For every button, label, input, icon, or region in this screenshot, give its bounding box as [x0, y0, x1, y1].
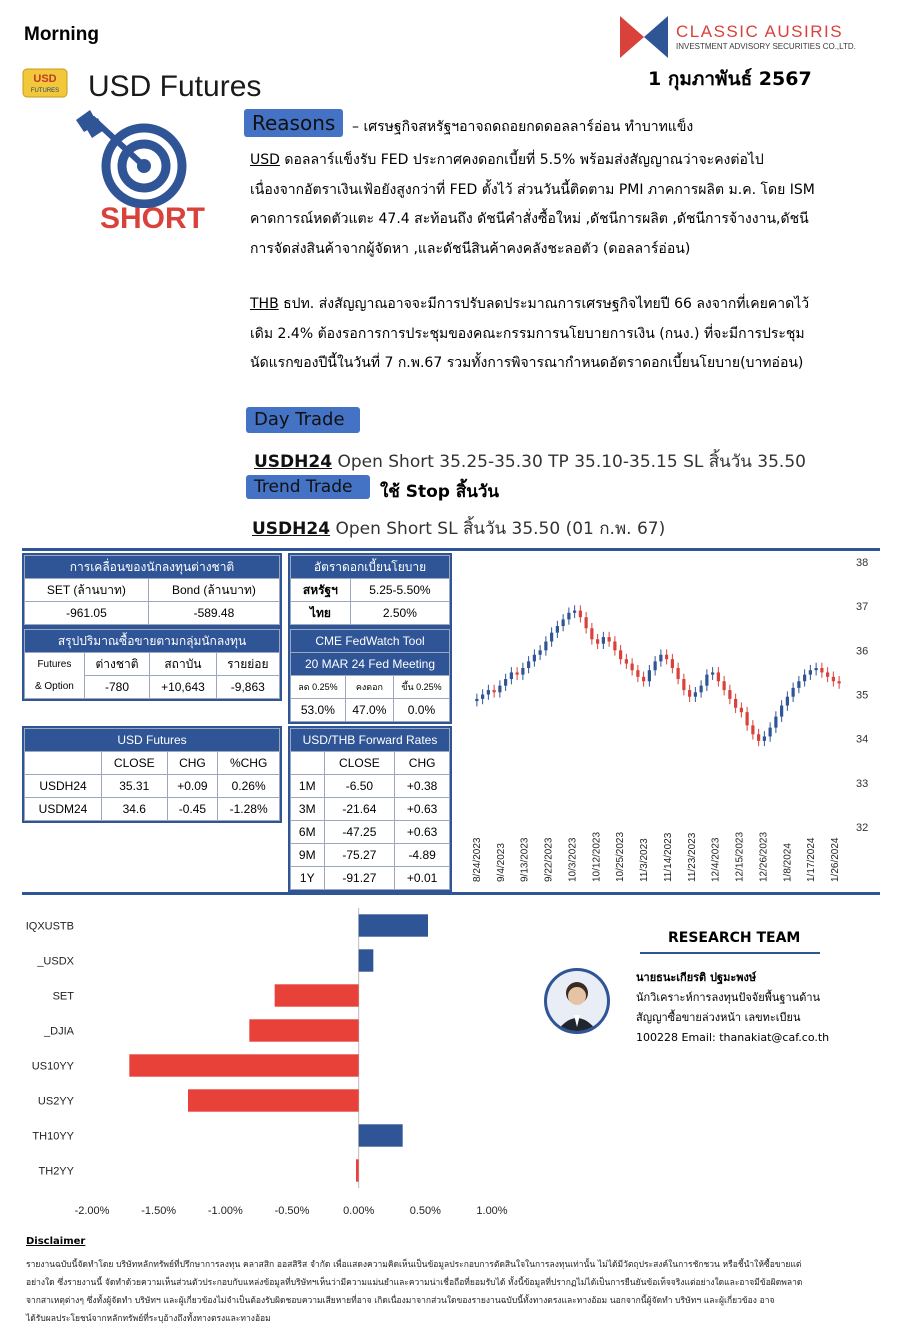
candle-body: [723, 681, 726, 690]
day-trade-tag: Day Trade: [246, 407, 360, 433]
category-label: IQXUSTB: [25, 920, 74, 933]
bar: [359, 1124, 403, 1146]
table-cell: -780: [84, 676, 149, 699]
table-title: สรุปปริมาณซื้อขายตามกลุ่มนักลงทุน: [25, 630, 280, 653]
bar: [275, 984, 359, 1006]
candle-body: [493, 690, 496, 692]
table-title: CME FedWatch Tool: [291, 630, 450, 653]
fedwatch-table: [288, 627, 452, 724]
analyst-name: นายธนะเกียรติ ปฐมะพงษ์: [636, 971, 757, 984]
table-cell: +0.01: [395, 867, 450, 890]
candle-body: [717, 672, 720, 681]
signal-label: SHORT: [100, 202, 205, 235]
table-header: [25, 752, 102, 775]
thb-code: THB: [250, 296, 279, 312]
disclaimer-line: รายงานฉบับนี้จัดทำโดย บริษัทหลักทรัพย์ที่ปรึกษาการลงทุน คลาสสิก ออสสิริส จำกัด เพื่อแสดงความคิดเห็นเป็นข้อมูลประกอบการตัดสินใจในการลงทุนเท่านั้น ไม่ได้มีวัตถุประสงค์ในการชักชวน หรือชี้นำให้ซื้อขายแต่: [26, 1260, 802, 1270]
table-header: สถาบัน: [150, 653, 216, 676]
candle-body: [625, 659, 628, 663]
table-cell: สหรัฐฯ: [291, 579, 351, 602]
trend-trade-text: [252, 515, 665, 542]
table-cell: ไทย: [291, 602, 351, 625]
candle-body: [809, 670, 812, 674]
candle-body: [751, 725, 754, 734]
x-tick-label: 11/14/2023: [662, 832, 674, 882]
candle-body: [608, 637, 611, 641]
candle-body: [510, 672, 513, 679]
table-cell: 1M: [291, 775, 325, 798]
table-cell: +10,643: [150, 676, 216, 699]
section-divider: [22, 548, 880, 551]
category-label: US2YY: [37, 1095, 74, 1108]
candle-body: [631, 664, 634, 671]
usd-paragraph: [250, 146, 900, 264]
candlestick-chart-svg: [470, 552, 880, 892]
candle-body: [585, 617, 588, 628]
table-subtitle: 20 MAR 24 Fed Meeting: [291, 653, 450, 676]
session-label: Morning: [24, 24, 99, 45]
table-cell: 5.25-5.50%: [350, 579, 449, 602]
day-trade-detail: Open Short 35.25-35.30 TP 35.10-35.15 SL สิ้นวัน 35.50: [332, 452, 806, 472]
reasons-tag: Reasons: [244, 109, 343, 137]
candle-body: [803, 675, 806, 682]
x-tick-label: 12/26/2023: [758, 831, 770, 882]
y-tick-label: 35: [856, 689, 869, 702]
table-cell: -0.45: [167, 798, 218, 821]
x-tick-label: -0.50%: [274, 1205, 310, 1217]
category-label: TH10YY: [32, 1130, 74, 1143]
brand-subtitle: INVESTMENT ADVISORY SECURITIES CO.,LTD.: [676, 42, 856, 51]
candle-body: [832, 677, 835, 681]
bar: [188, 1089, 359, 1111]
table-row: [25, 775, 280, 798]
table-cell: -6.50: [324, 775, 395, 798]
candle-body: [734, 699, 737, 708]
y-tick-label: 36: [856, 645, 869, 658]
candle-body: [475, 699, 478, 701]
x-tick-label: 8/24/2023: [472, 837, 483, 882]
candle-body: [579, 611, 582, 618]
candle-body: [728, 690, 731, 699]
candle-body: [769, 728, 772, 737]
trend-trade-note: ใช้ Stop สิ้นวัน: [380, 482, 500, 502]
table-cell: -75.27: [324, 844, 395, 867]
usd-code: USD: [250, 152, 280, 168]
analyst-role: นักวิเคราะห์การลงทุนปัจจัยพื้นฐานด้าน: [636, 991, 821, 1004]
candle-body: [711, 672, 714, 674]
table-cell: +0.63: [395, 798, 450, 821]
table-cell: -961.05: [25, 602, 149, 625]
table-cell: 2.50%: [350, 602, 449, 625]
x-tick-label: 10/3/2023: [567, 837, 579, 882]
trend-trade-tag: Trend Trade: [246, 475, 370, 499]
candle-body: [498, 686, 501, 693]
candle-body: [677, 668, 680, 679]
table-row: [291, 775, 450, 798]
candle-body: [527, 661, 530, 668]
x-tick-label: -1.00%: [207, 1205, 243, 1217]
x-tick-label: 12/15/2023: [734, 831, 746, 882]
table-cell: +0.38: [395, 775, 450, 798]
table-cell: USDH24: [25, 775, 102, 798]
svg-text:FUTURES: FUTURES: [30, 88, 60, 94]
x-tick-label: 11/23/2023: [686, 832, 698, 882]
candle-body: [665, 655, 668, 659]
table-header: [291, 752, 325, 775]
candle-body: [838, 681, 841, 683]
candle-body: [602, 637, 605, 644]
table-title: USD Futures: [25, 729, 280, 752]
candle-body: [516, 672, 519, 674]
candle-body: [590, 628, 593, 639]
table-cell: 6M: [291, 821, 325, 844]
candle-body: [780, 706, 783, 717]
thb-paragraph: [250, 290, 900, 379]
day-trade-symbol: USDH24: [254, 452, 333, 472]
table-cell: 53.0%: [291, 699, 346, 722]
usd-futures-table: [22, 726, 282, 823]
thb-line: นัดแรกของปีนี้ในวันที่ 7 ก.พ.67 รวมทั้งการพิจารณากำหนดอัตราดอกเบี้ยนโยบาย(บาทอ่อน): [250, 355, 804, 371]
table-row-label: [25, 653, 85, 699]
candle-body: [562, 619, 565, 626]
candle-body: [619, 650, 622, 659]
investor-summary-table: [22, 627, 282, 701]
candle-body: [797, 681, 800, 688]
candle-body: [654, 661, 657, 670]
disclaimer-line: จากสาเหตุต่างๆ ซึ่งทั้งผู้จัดทำ บริษัทฯ และผู้เกี่ยวข้องไม่จำเป็นต้องรับผิดชอบความเสียหายที่อาจ เกิดเนื่องมาจากส่วนใดของรายงานฉบับนี้ทั้งทางตรงและทางอ้อม นอกจากนี้ผู้จัดทำ บริษัทฯ และผู้เกี่ยวข้อง อาจ: [26, 1296, 775, 1306]
bar: [359, 914, 428, 936]
table-title: อัตราดอกเบี้ยนโยบาย: [291, 556, 450, 579]
table-cell: +0.63: [395, 821, 450, 844]
table-header: ขึ้น 0.25%: [393, 676, 449, 699]
table-cell: -4.89: [395, 844, 450, 867]
candle-body: [659, 655, 662, 662]
page-title: USD Futures: [88, 70, 262, 103]
bar-chart-svg: [22, 900, 622, 1220]
candle-body: [539, 650, 542, 654]
category-label: SET: [52, 990, 74, 1003]
table-header: รายย่อย: [216, 653, 279, 676]
y-tick-label: 37: [856, 601, 869, 614]
row-label-line: Futures: [37, 658, 72, 670]
forward-rates-table: [288, 726, 452, 892]
table-cell: 9M: [291, 844, 325, 867]
candle-body: [700, 686, 703, 693]
table-cell: +0.09: [167, 775, 218, 798]
candle-body: [757, 734, 760, 741]
trend-trade-detail: Open Short SL สิ้นวัน 35.50 (01 ก.พ. 67): [330, 519, 666, 539]
x-tick-label: 1/26/2024: [830, 837, 841, 882]
bar: [129, 1054, 358, 1076]
table-header: ต่างชาติ: [84, 653, 149, 676]
table-header: Bond (ล้านบาท): [148, 579, 279, 602]
x-tick-label: 9/13/2023: [519, 837, 531, 882]
candle-body: [671, 659, 674, 668]
bar: [249, 1019, 358, 1041]
candle-body: [746, 712, 749, 725]
y-tick-label: 34: [856, 733, 869, 746]
table-row: [291, 798, 450, 821]
analyst-avatar: [544, 968, 610, 1034]
candle-body: [815, 668, 818, 670]
candle-body: [481, 695, 484, 699]
market-change-bar-chart: [22, 900, 622, 1220]
table-header: CLOSE: [324, 752, 395, 775]
candle-body: [636, 670, 639, 677]
table-row: [291, 844, 450, 867]
x-tick-label: 9/22/2023: [543, 837, 555, 882]
table-header: CHG: [395, 752, 450, 775]
category-label: US10YY: [31, 1060, 74, 1073]
x-tick-label: 1/8/2024: [782, 843, 794, 882]
candle-body: [596, 639, 599, 643]
y-tick-label: 32: [856, 822, 869, 834]
table-cell: -9,863: [216, 676, 279, 699]
table-cell: 1Y: [291, 867, 325, 890]
table-cell: 35.31: [102, 775, 168, 798]
x-tick-label: 1.00%: [476, 1205, 508, 1217]
x-tick-label: 11/3/2023: [639, 838, 651, 882]
candle-body: [533, 655, 536, 662]
table-header: CHG: [167, 752, 218, 775]
candle-body: [573, 611, 576, 613]
svg-text:USD: USD: [33, 73, 57, 85]
disclaimer-title: Disclaimer: [26, 1236, 86, 1247]
x-tick-label: 0.00%: [343, 1205, 375, 1217]
candle-body: [567, 613, 570, 620]
candle-body: [487, 690, 490, 694]
usd-futures-logo-icon: [22, 68, 68, 98]
candle-body: [682, 679, 685, 690]
research-divider: [640, 952, 820, 954]
table-cell: 47.0%: [345, 699, 393, 722]
usd-line: คาดการณ์หดตัวแตะ 47.4 สะท้อนถึง ดัชนีคำสั่งซื้อใหม่ ,ดัชนีการผลิต ,ดัชนีการจ้างงาน,ดัชนี: [250, 211, 809, 227]
y-tick-label: 33: [856, 777, 869, 790]
candle-body: [740, 708, 743, 712]
foreign-flow-table: [22, 553, 282, 627]
analyst-contact: 100228 Email: thanakiat@caf.co.th: [636, 1031, 830, 1044]
disclaimer-line: อย่างใด ซึ่งรายงานนี้ จัดทำด้วยความเห็นส่วนตัวประกอบกับแหล่งข้อมูลที่บริษัทฯเห็นว่ามีความแม่นยำและความน่าเชื่อถือที่ยอมรับได้ ทั้งนี้ข้อมูลที่ปรากฏไม่ได้เป็นการยืนยันข้อเท็จจริงแต่อย่างใดและอาจมีข้อผิดพลาด: [26, 1278, 803, 1288]
trend-trade-symbol: USDH24: [252, 519, 331, 539]
table-cell: -589.48: [148, 602, 279, 625]
table-header: %CHG: [218, 752, 280, 775]
candle-body: [792, 688, 795, 697]
candle-body: [642, 677, 645, 681]
x-tick-label: -1.50%: [141, 1205, 177, 1217]
policy-rate-table: [288, 553, 452, 627]
table-header: SET (ล้านบาท): [25, 579, 149, 602]
thb-line: เดิม 2.4% ต้องรอการการประชุมของคณะกรรมการนโยบายการเงิน (กนง.) ที่จะมีการประชุม: [250, 325, 805, 342]
table-cell: -91.27: [324, 867, 395, 890]
candle-body: [820, 668, 823, 672]
candle-body: [504, 679, 507, 686]
candle-body: [763, 736, 766, 740]
bar: [356, 1159, 359, 1181]
table-cell: 0.0%: [393, 699, 449, 722]
reasons-headline: – เศรษฐกิจสหรัฐฯอาจถดถอยกดดอลลาร์อ่อน ทำบาทแข็ง: [352, 119, 694, 135]
table-header: CLOSE: [102, 752, 168, 775]
disclaimer-line: ได้รับผลประโยชน์จากหลักทรัพย์ที่ระบุอ้างถึงทั้งทางตรงและทางอ้อม: [26, 1314, 271, 1324]
x-tick-label: 1/17/2024: [806, 837, 818, 882]
x-tick-label: 9/4/2023: [495, 843, 507, 882]
table-header: คงดอก: [345, 676, 393, 699]
thb-line: ธปท. ส่งสัญญาณอาจจะมีการปรับลดประมาณการเศรษฐกิจไทยปี 66 ลงจากที่เคยคาดไว้: [278, 296, 810, 312]
usd-line: การจัดส่งสินค้าจากผู้จัดหา ,และดัชนีสินค้าคงคลังชะลอตัว (ดอลลาร์อ่อน): [250, 240, 691, 257]
table-cell: 0.26%: [218, 775, 280, 798]
candle-body: [774, 717, 777, 728]
candle-body: [688, 690, 691, 697]
candle-body: [705, 675, 708, 686]
table-cell: -21.64: [324, 798, 395, 821]
brand-logo-icon: [618, 14, 670, 60]
report-date: 1 กุมภาพันธ์ 2567: [648, 68, 812, 90]
table-cell: -47.25: [324, 821, 395, 844]
brand-name: CLASSIC AUSIRIS: [676, 22, 844, 41]
table-header: ลด 0.25%: [291, 676, 346, 699]
table-row: [291, 821, 450, 844]
candle-body: [786, 697, 789, 706]
section-divider: [22, 892, 880, 895]
category-label: TH2YY: [38, 1165, 74, 1178]
candle-body: [544, 642, 547, 651]
disclaimer-body: [26, 1256, 886, 1328]
x-tick-label: -2.00%: [74, 1205, 110, 1217]
y-tick-label: 38: [856, 557, 869, 569]
candle-body: [648, 670, 651, 681]
candle-body: [521, 668, 524, 675]
candle-body: [826, 672, 829, 676]
research-team-title: RESEARCH TEAM: [668, 930, 801, 946]
bar: [359, 949, 374, 971]
table-cell: 34.6: [102, 798, 168, 821]
candle-body: [556, 626, 559, 633]
table-row: [291, 867, 450, 890]
x-tick-label: 10/12/2023: [591, 831, 603, 882]
row-label-line: & Option: [34, 680, 74, 692]
table-title: USD/THB Forward Rates: [291, 729, 450, 752]
table-cell: 3M: [291, 798, 325, 821]
day-trade-text: [254, 448, 806, 475]
analyst-role: สัญญาซื้อขายล่วงหน้า เลขทะเบียน: [636, 1011, 801, 1024]
analyst-info: [636, 968, 829, 1048]
table-cell: USDM24: [25, 798, 102, 821]
candlestick-chart: [470, 552, 880, 892]
category-label: _DJIA: [44, 1025, 74, 1038]
table-cell: -1.28%: [218, 798, 280, 821]
candle-body: [694, 692, 697, 696]
table-row: [25, 798, 280, 821]
category-label: _USDX: [37, 955, 74, 968]
usd-line: เนื่องจากอัตราเงินเฟ้อยังสูงกว่าที่ FED ตั้งไว้ ส่วนวันนี้ติดตาม PMI ภาคการผลิต ม.ค. โดย ISM: [250, 181, 815, 198]
table-title: การเคลื่อนของนักลงทุนต่างชาติ: [25, 556, 280, 579]
x-tick-label: 0.50%: [409, 1205, 441, 1217]
usd-line: ดอลลาร์แข็งรับ FED ประกาศคงดอกเบี้ยที่ 5.5% พร้อมส่งสัญญาณว่าจะคงต่อไป: [279, 152, 764, 168]
candle-body: [550, 633, 553, 642]
candle-body: [613, 642, 616, 651]
x-tick-label: 12/4/2023: [710, 837, 722, 882]
target-icon: [72, 108, 212, 208]
x-tick-label: 10/25/2023: [615, 831, 627, 882]
